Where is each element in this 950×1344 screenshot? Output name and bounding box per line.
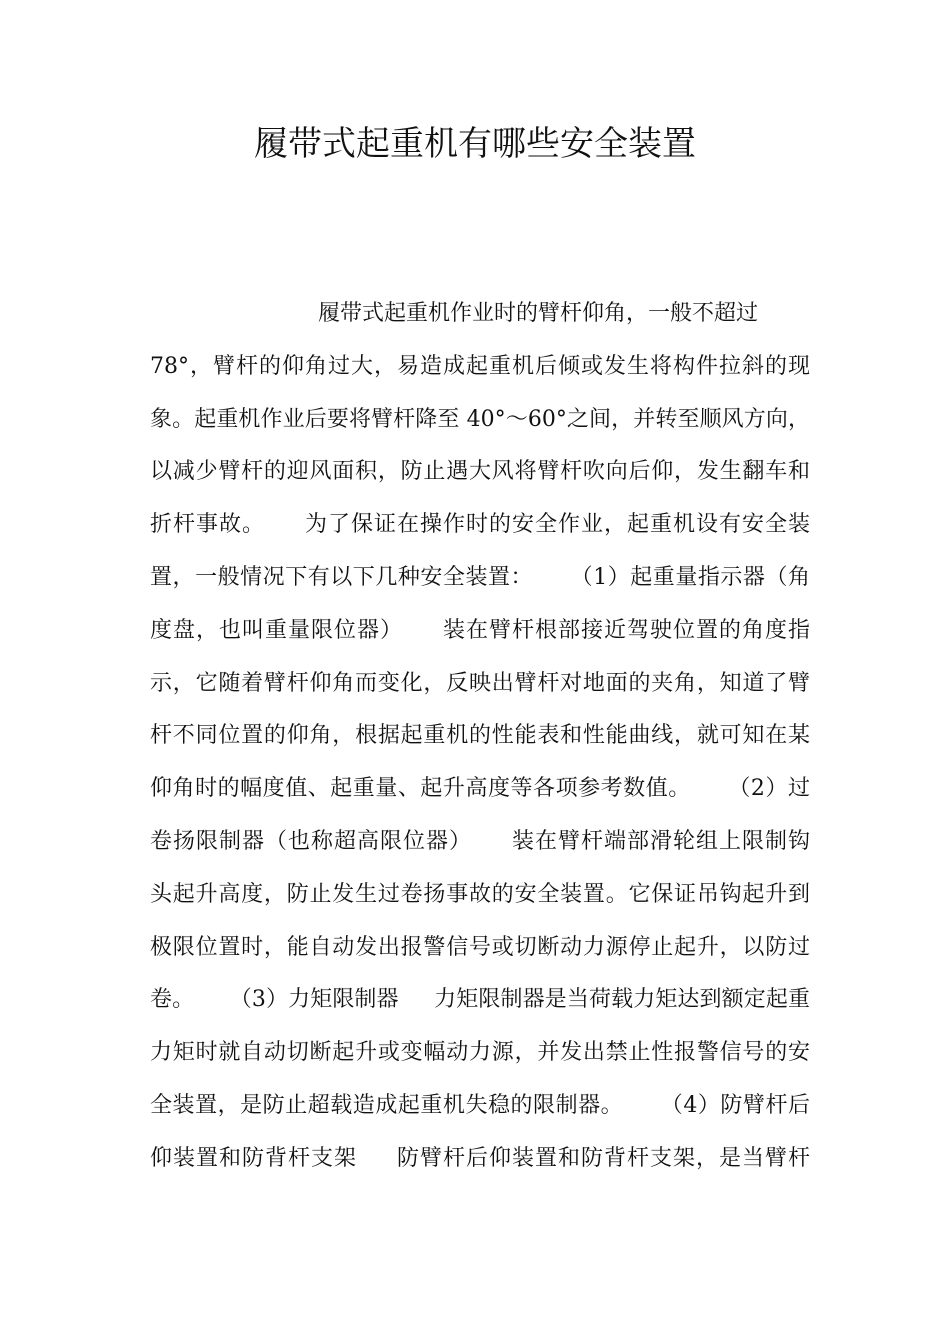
body-line: 仰装置和防背杆支架 防臂杆后仰装置和防背杆支架，是当臂杆 (150, 1145, 810, 1171)
body-line: 仰角时的幅度值、起重量、起升高度等各项参考数值。 （2）过 (150, 776, 810, 802)
body-line: 卷。 （3）力矩限制器 力矩限制器是当荷载力矩达到额定起重 (150, 987, 810, 1013)
body-line: 象。起重机作业后要将臂杆降至 40°～60°之间，并转至顺风方向， (150, 406, 810, 432)
body-line: 度盘，也叫重量限位器） 装在臂杆根部接近驾驶位置的角度指 (150, 617, 810, 643)
body-line: 卷扬限制器（也称超高限位器） 装在臂杆端部滑轮组上限制钩 (150, 828, 810, 854)
body-line: 全装置，是防止超载造成起重机失稳的限制器。 （4）防臂杆后 (150, 1092, 810, 1118)
document-title: 履带式起重机有哪些安全装置 (254, 124, 696, 164)
body-line: 极限位置时，能自动发出报警信号或切断动力源停止起升，以防过 (150, 934, 810, 960)
body-line: 履带式起重机作业时的臂杆仰角，一般不超过 (318, 301, 759, 326)
body-line: 头起升高度，防止发生过卷扬事故的安全装置。它保证吊钩起升到 (150, 881, 810, 907)
body-line: 78°，臂杆的仰角过大，易造成起重机后倾或发生将构件拉斜的现 (150, 353, 810, 379)
body-line: 置，一般情况下有以下几种安全装置： （1）起重量指示器（角 (150, 564, 810, 590)
body-line: 示，它随着臂杆仰角而变化，反映出臂杆对地面的夹角，知道了臂 (150, 670, 810, 696)
body-line: 杆不同位置的仰角，根据起重机的性能表和性能曲线，就可知在某 (150, 723, 810, 749)
body-line: 力矩时就自动切断起升或变幅动力源，并发出禁止性报警信号的安 (150, 1040, 810, 1066)
body-line: 折杆事故。 为了保证在操作时的安全作业，起重机设有安全装 (150, 512, 810, 538)
document-body (150, 288, 810, 1186)
body-line: 以减少臂杆的迎风面积，防止遇大风将臂杆吹向后仰，发生翻车和 (150, 459, 810, 485)
